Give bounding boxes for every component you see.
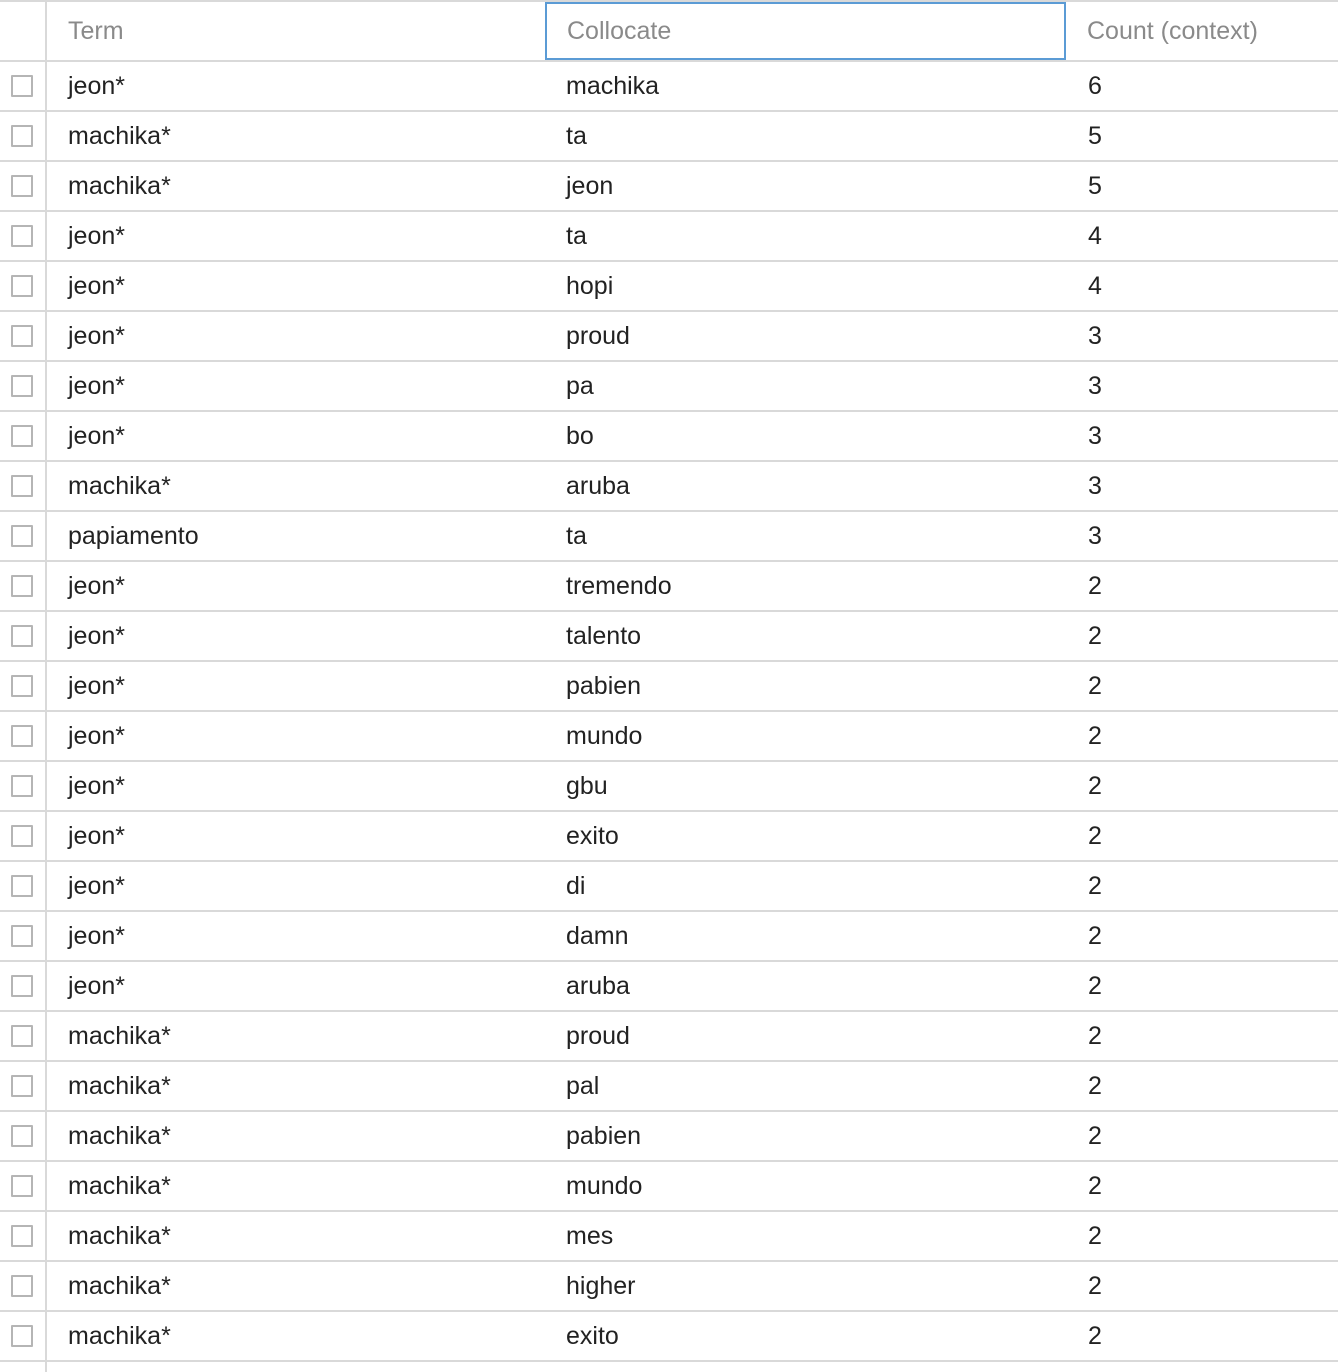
count-cell: 4 <box>1088 271 1102 300</box>
row-select-cell <box>0 512 47 560</box>
column-header-collocate[interactable]: Collocate <box>545 2 1066 60</box>
term-cell: jeon* <box>68 371 125 400</box>
term-cell: machika* <box>68 1121 171 1150</box>
count-cell: 2 <box>1088 771 1102 800</box>
table-row[interactable] <box>0 62 1338 112</box>
row-checkbox[interactable] <box>11 1075 33 1097</box>
collocate-cell: hopi <box>566 271 614 300</box>
table-row[interactable] <box>0 712 1338 762</box>
count-cell: 2 <box>1088 571 1102 600</box>
count-cell: 3 <box>1088 371 1102 400</box>
term-cell: jeon* <box>68 571 125 600</box>
count-cell: 3 <box>1088 321 1102 350</box>
table-row[interactable] <box>0 1362 1338 1372</box>
row-checkbox[interactable] <box>11 1025 33 1047</box>
row-checkbox[interactable] <box>11 1225 33 1247</box>
count-cell: 2 <box>1088 921 1102 950</box>
term-cell: jeon* <box>68 971 125 1000</box>
collocate-cell: di <box>566 871 586 900</box>
term-cell: jeon* <box>68 821 125 850</box>
term-cell: jeon* <box>68 271 125 300</box>
table-row[interactable] <box>0 362 1338 412</box>
collocate-cell: tremendo <box>566 571 672 600</box>
count-cell: 3 <box>1088 471 1102 500</box>
row-checkbox[interactable] <box>11 975 33 997</box>
term-cell: jeon* <box>68 71 125 100</box>
row-select-cell <box>0 462 47 510</box>
row-checkbox[interactable] <box>11 275 33 297</box>
table-row[interactable] <box>0 412 1338 462</box>
table-row[interactable] <box>0 212 1338 262</box>
select-column-header <box>0 2 47 60</box>
term-cell: jeon* <box>68 321 125 350</box>
term-cell: machika* <box>68 1071 171 1100</box>
term-cell: jeon* <box>68 671 125 700</box>
row-select-cell <box>0 662 47 710</box>
count-cell: 2 <box>1088 671 1102 700</box>
term-cell: machika* <box>68 1171 171 1200</box>
count-cell: 3 <box>1088 421 1102 450</box>
row-checkbox[interactable] <box>11 625 33 647</box>
collocate-cell: damn <box>566 921 629 950</box>
collocate-cell: mundo <box>566 721 643 750</box>
row-checkbox[interactable] <box>11 575 33 597</box>
collocate-cell: bo <box>566 421 594 450</box>
collocate-cell: jeon <box>566 171 614 200</box>
collocate-cell: gbu <box>566 771 608 800</box>
row-checkbox[interactable] <box>11 1125 33 1147</box>
collocate-cell: aruba <box>566 471 630 500</box>
row-checkbox[interactable] <box>11 725 33 747</box>
count-cell: 2 <box>1088 1171 1102 1200</box>
table-row[interactable] <box>0 912 1338 962</box>
row-checkbox[interactable] <box>11 925 33 947</box>
count-cell: 4 <box>1088 221 1102 250</box>
term-cell: jeon* <box>68 721 125 750</box>
count-cell: 2 <box>1088 871 1102 900</box>
row-select-cell <box>0 862 47 910</box>
row-select-cell <box>0 1062 47 1110</box>
count-cell: 3 <box>1088 521 1102 550</box>
term-cell: machika* <box>68 1021 171 1050</box>
table-row[interactable] <box>0 862 1338 912</box>
collocate-cell: aruba <box>566 971 630 1000</box>
row-checkbox[interactable] <box>11 125 33 147</box>
table-row[interactable] <box>0 462 1338 512</box>
row-select-cell <box>0 612 47 660</box>
table-row[interactable] <box>0 312 1338 362</box>
row-checkbox[interactable] <box>11 775 33 797</box>
row-select-cell <box>0 562 47 610</box>
collocate-cell: ta <box>566 221 587 250</box>
row-checkbox[interactable] <box>11 675 33 697</box>
row-select-cell <box>0 412 47 460</box>
table-row[interactable] <box>0 262 1338 312</box>
row-checkbox[interactable] <box>11 1325 33 1347</box>
table-row[interactable] <box>0 662 1338 712</box>
row-checkbox[interactable] <box>11 1175 33 1197</box>
row-select-cell <box>0 112 47 160</box>
collocate-cell: mundo <box>566 1171 643 1200</box>
term-cell: jeon* <box>68 871 125 900</box>
term-cell: papiamento <box>68 521 199 550</box>
collocate-cell: pal <box>566 1071 600 1100</box>
table-row[interactable] <box>0 1262 1338 1312</box>
grid-header <box>0 0 1338 62</box>
table-row[interactable] <box>0 812 1338 862</box>
table-row[interactable] <box>0 162 1338 212</box>
count-cell: 2 <box>1088 1221 1102 1250</box>
count-cell: 2 <box>1088 621 1102 650</box>
count-cell: 5 <box>1088 121 1102 150</box>
row-checkbox[interactable] <box>11 875 33 897</box>
row-checkbox[interactable] <box>11 75 33 97</box>
table-row[interactable] <box>0 1162 1338 1212</box>
count-cell: 2 <box>1088 1121 1102 1150</box>
row-checkbox[interactable] <box>11 325 33 347</box>
column-header-term[interactable]: Term <box>68 16 124 45</box>
column-header-count[interactable]: Count (context) <box>1087 16 1258 45</box>
row-select-cell <box>0 812 47 860</box>
row-select-cell <box>0 1262 47 1310</box>
table-row[interactable] <box>0 762 1338 812</box>
row-select-cell <box>0 962 47 1010</box>
row-select-cell <box>0 1312 47 1360</box>
term-cell: jeon* <box>68 621 125 650</box>
row-select-cell <box>0 1362 47 1372</box>
count-cell <box>1066 1362 1338 1372</box>
table-row[interactable] <box>0 562 1338 612</box>
term-cell: machika* <box>68 1321 171 1350</box>
row-select-cell <box>0 762 47 810</box>
term-cell: jeon* <box>68 221 125 250</box>
term-cell: machika* <box>68 171 171 200</box>
collocate-cell: ta <box>566 521 587 550</box>
table-row[interactable] <box>0 1312 1338 1362</box>
table-row[interactable] <box>0 962 1338 1012</box>
row-select-cell <box>0 712 47 760</box>
count-cell: 2 <box>1088 1071 1102 1100</box>
collocate-cell <box>545 1362 1066 1372</box>
count-cell: 2 <box>1088 821 1102 850</box>
count-cell: 5 <box>1088 171 1102 200</box>
collocate-cell: pa <box>566 371 594 400</box>
row-checkbox[interactable] <box>11 225 33 247</box>
term-cell: jeon* <box>68 421 125 450</box>
collocate-cell: exito <box>566 1321 619 1350</box>
row-select-cell <box>0 262 47 310</box>
term-cell: machika* <box>68 1221 171 1250</box>
term-cell: machika* <box>68 471 171 500</box>
table-row[interactable] <box>0 112 1338 162</box>
row-checkbox[interactable] <box>11 525 33 547</box>
row-select-cell <box>0 912 47 960</box>
count-cell: 6 <box>1088 71 1102 100</box>
row-checkbox[interactable] <box>11 825 33 847</box>
row-checkbox[interactable] <box>11 425 33 447</box>
collocate-cell: ta <box>566 121 587 150</box>
row-select-cell <box>0 1112 47 1160</box>
collocate-cell: mes <box>566 1221 614 1250</box>
count-cell: 2 <box>1088 1321 1102 1350</box>
row-select-cell <box>0 212 47 260</box>
row-select-cell <box>0 162 47 210</box>
count-cell: 2 <box>1088 1271 1102 1300</box>
count-cell: 2 <box>1088 1021 1102 1050</box>
collocate-cell: talento <box>566 621 642 650</box>
table-row[interactable] <box>0 1212 1338 1262</box>
collocate-cell: higher <box>566 1271 636 1300</box>
grid-body <box>0 62 1338 1372</box>
table-row[interactable] <box>0 1062 1338 1112</box>
row-select-cell <box>0 1012 47 1060</box>
term-cell: machika* <box>68 121 171 150</box>
row-select-cell <box>0 1212 47 1260</box>
term-cell: jeon* <box>68 771 125 800</box>
row-select-cell <box>0 1162 47 1210</box>
term-cell <box>47 1362 545 1372</box>
row-checkbox[interactable] <box>11 175 33 197</box>
table-row[interactable] <box>0 612 1338 662</box>
term-cell: machika* <box>68 1271 171 1300</box>
collocate-cell: pabien <box>566 671 642 700</box>
count-cell: 2 <box>1088 721 1102 750</box>
row-checkbox[interactable] <box>11 1275 33 1297</box>
collocate-cell: exito <box>566 821 619 850</box>
collocate-cell: pabien <box>566 1121 642 1150</box>
row-select-cell <box>0 362 47 410</box>
row-checkbox[interactable] <box>11 475 33 497</box>
row-checkbox[interactable] <box>11 375 33 397</box>
collocate-cell: machika <box>566 71 660 100</box>
collocate-cell: proud <box>566 321 630 350</box>
table-row[interactable] <box>0 1012 1338 1062</box>
collocate-cell: proud <box>566 1021 630 1050</box>
row-select-cell <box>0 312 47 360</box>
table-row[interactable] <box>0 1112 1338 1162</box>
term-cell: jeon* <box>68 921 125 950</box>
row-select-cell <box>0 62 47 110</box>
count-cell: 2 <box>1088 971 1102 1000</box>
table-row[interactable] <box>0 512 1338 562</box>
